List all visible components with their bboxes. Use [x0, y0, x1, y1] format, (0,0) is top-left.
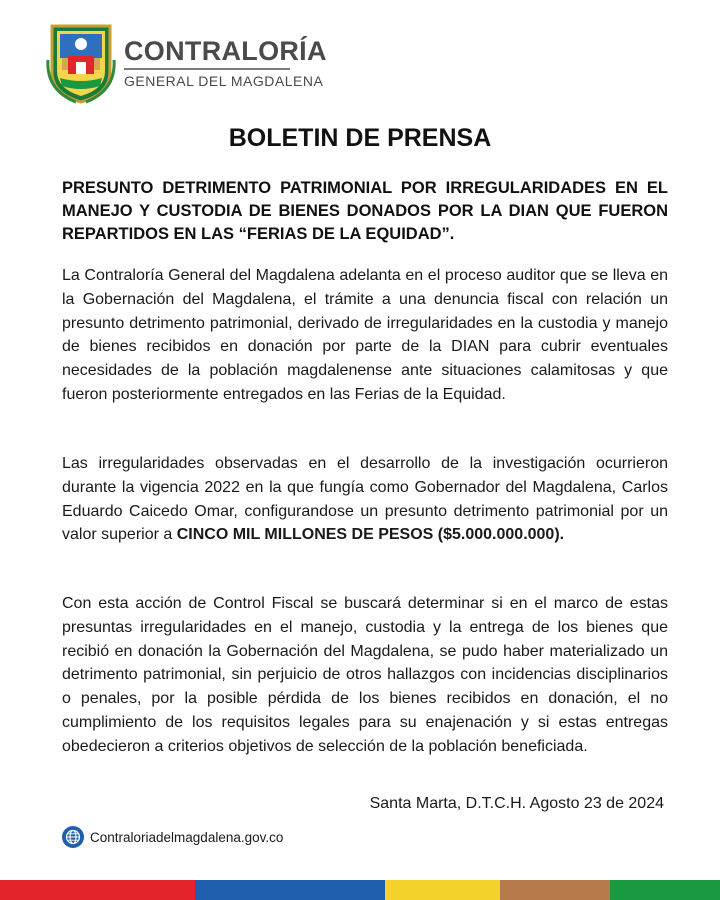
color-stripe: [0, 880, 720, 900]
contraloria-shield-logo: [46, 20, 116, 104]
brand-subtitle: GENERAL DEL MAGDALENA: [124, 72, 324, 89]
stripe-blue: [195, 880, 385, 900]
paragraph-2-text: Las irregularidades observadas en el desarrollo de la investigación ocurrieron durante la vigencia 2022 en la que fungía como Gobernador del Magdalena, Carlos Eduardo Caicedo Omar, configurandose un presunto detrimento patrimonial por un valor superior a: [62, 455, 668, 544]
brand-divider: [124, 68, 290, 70]
dateline: Santa Marta, D.T.C.H. Agosto 23 de 2024: [369, 795, 664, 812]
stripe-green: [610, 880, 720, 900]
brand: [124, 36, 327, 89]
paragraph-1: La Contraloría General del Magdalena adelanta en el proceso auditor que se lleva en la Gobernación del Magdalena, el trámite a una denuncia fiscal con relación un presunto detrimento patrimonial, derivado de irregularidades en la custodia y manejo de bienes recibidos en donación por parte de la DIAN para cubrir eventuales necesidades de la población magdalenense ante situaciones calamitosas y que fueron posteriormente entregados en las Ferias de la Equidad.: [62, 267, 668, 403]
page-title: BOLETIN DE PRENSA: [228, 124, 492, 152]
website-link[interactable]: Contraloriadelmagdalena.gov.co: [90, 829, 284, 845]
globe-icon: [62, 826, 84, 848]
header: [46, 20, 327, 104]
paragraph-2-amount: CINCO MIL MILLONES DE PESOS ($5.000.000.000).: [176, 526, 565, 544]
paragraph-3: Con esta acción de Control Fiscal se buscará determinar si en el marco de estas presuntas irregularidades en el manejo, custodia y la entrega de los bienes que recibió en donación la Gobernación del Magdalena, se pudo haber materializado un detrimento patrimonial, sin perjuicio de otros hallazgos con incidencias disciplinarios o penales, por la posible pérdida de los bienes recibidos en donación, el no cumplimiento de los requisitos legales para su enajenación y si estas entregas obedecieron a criterios objetivos de selección de la población beneficiada.: [62, 595, 668, 755]
paragraph-2: [62, 452, 668, 547]
stripe-brown: [500, 880, 610, 900]
headline: PRESUNTO DETRIMENTO PATRIMONIAL POR IRREGULARIDADES EN EL MANEJO Y CUSTODIA DE BIENES DONADOS POR LA DIAN QUE FUERON REPARTIDOS EN LAS “FERIAS DE LA EQUIDAD”.: [62, 179, 668, 243]
stripe-red: [0, 880, 195, 900]
stripe-yellow: [385, 880, 500, 900]
website-footer[interactable]: [62, 826, 283, 848]
brand-title: CONTRALORÍA: [124, 35, 327, 66]
